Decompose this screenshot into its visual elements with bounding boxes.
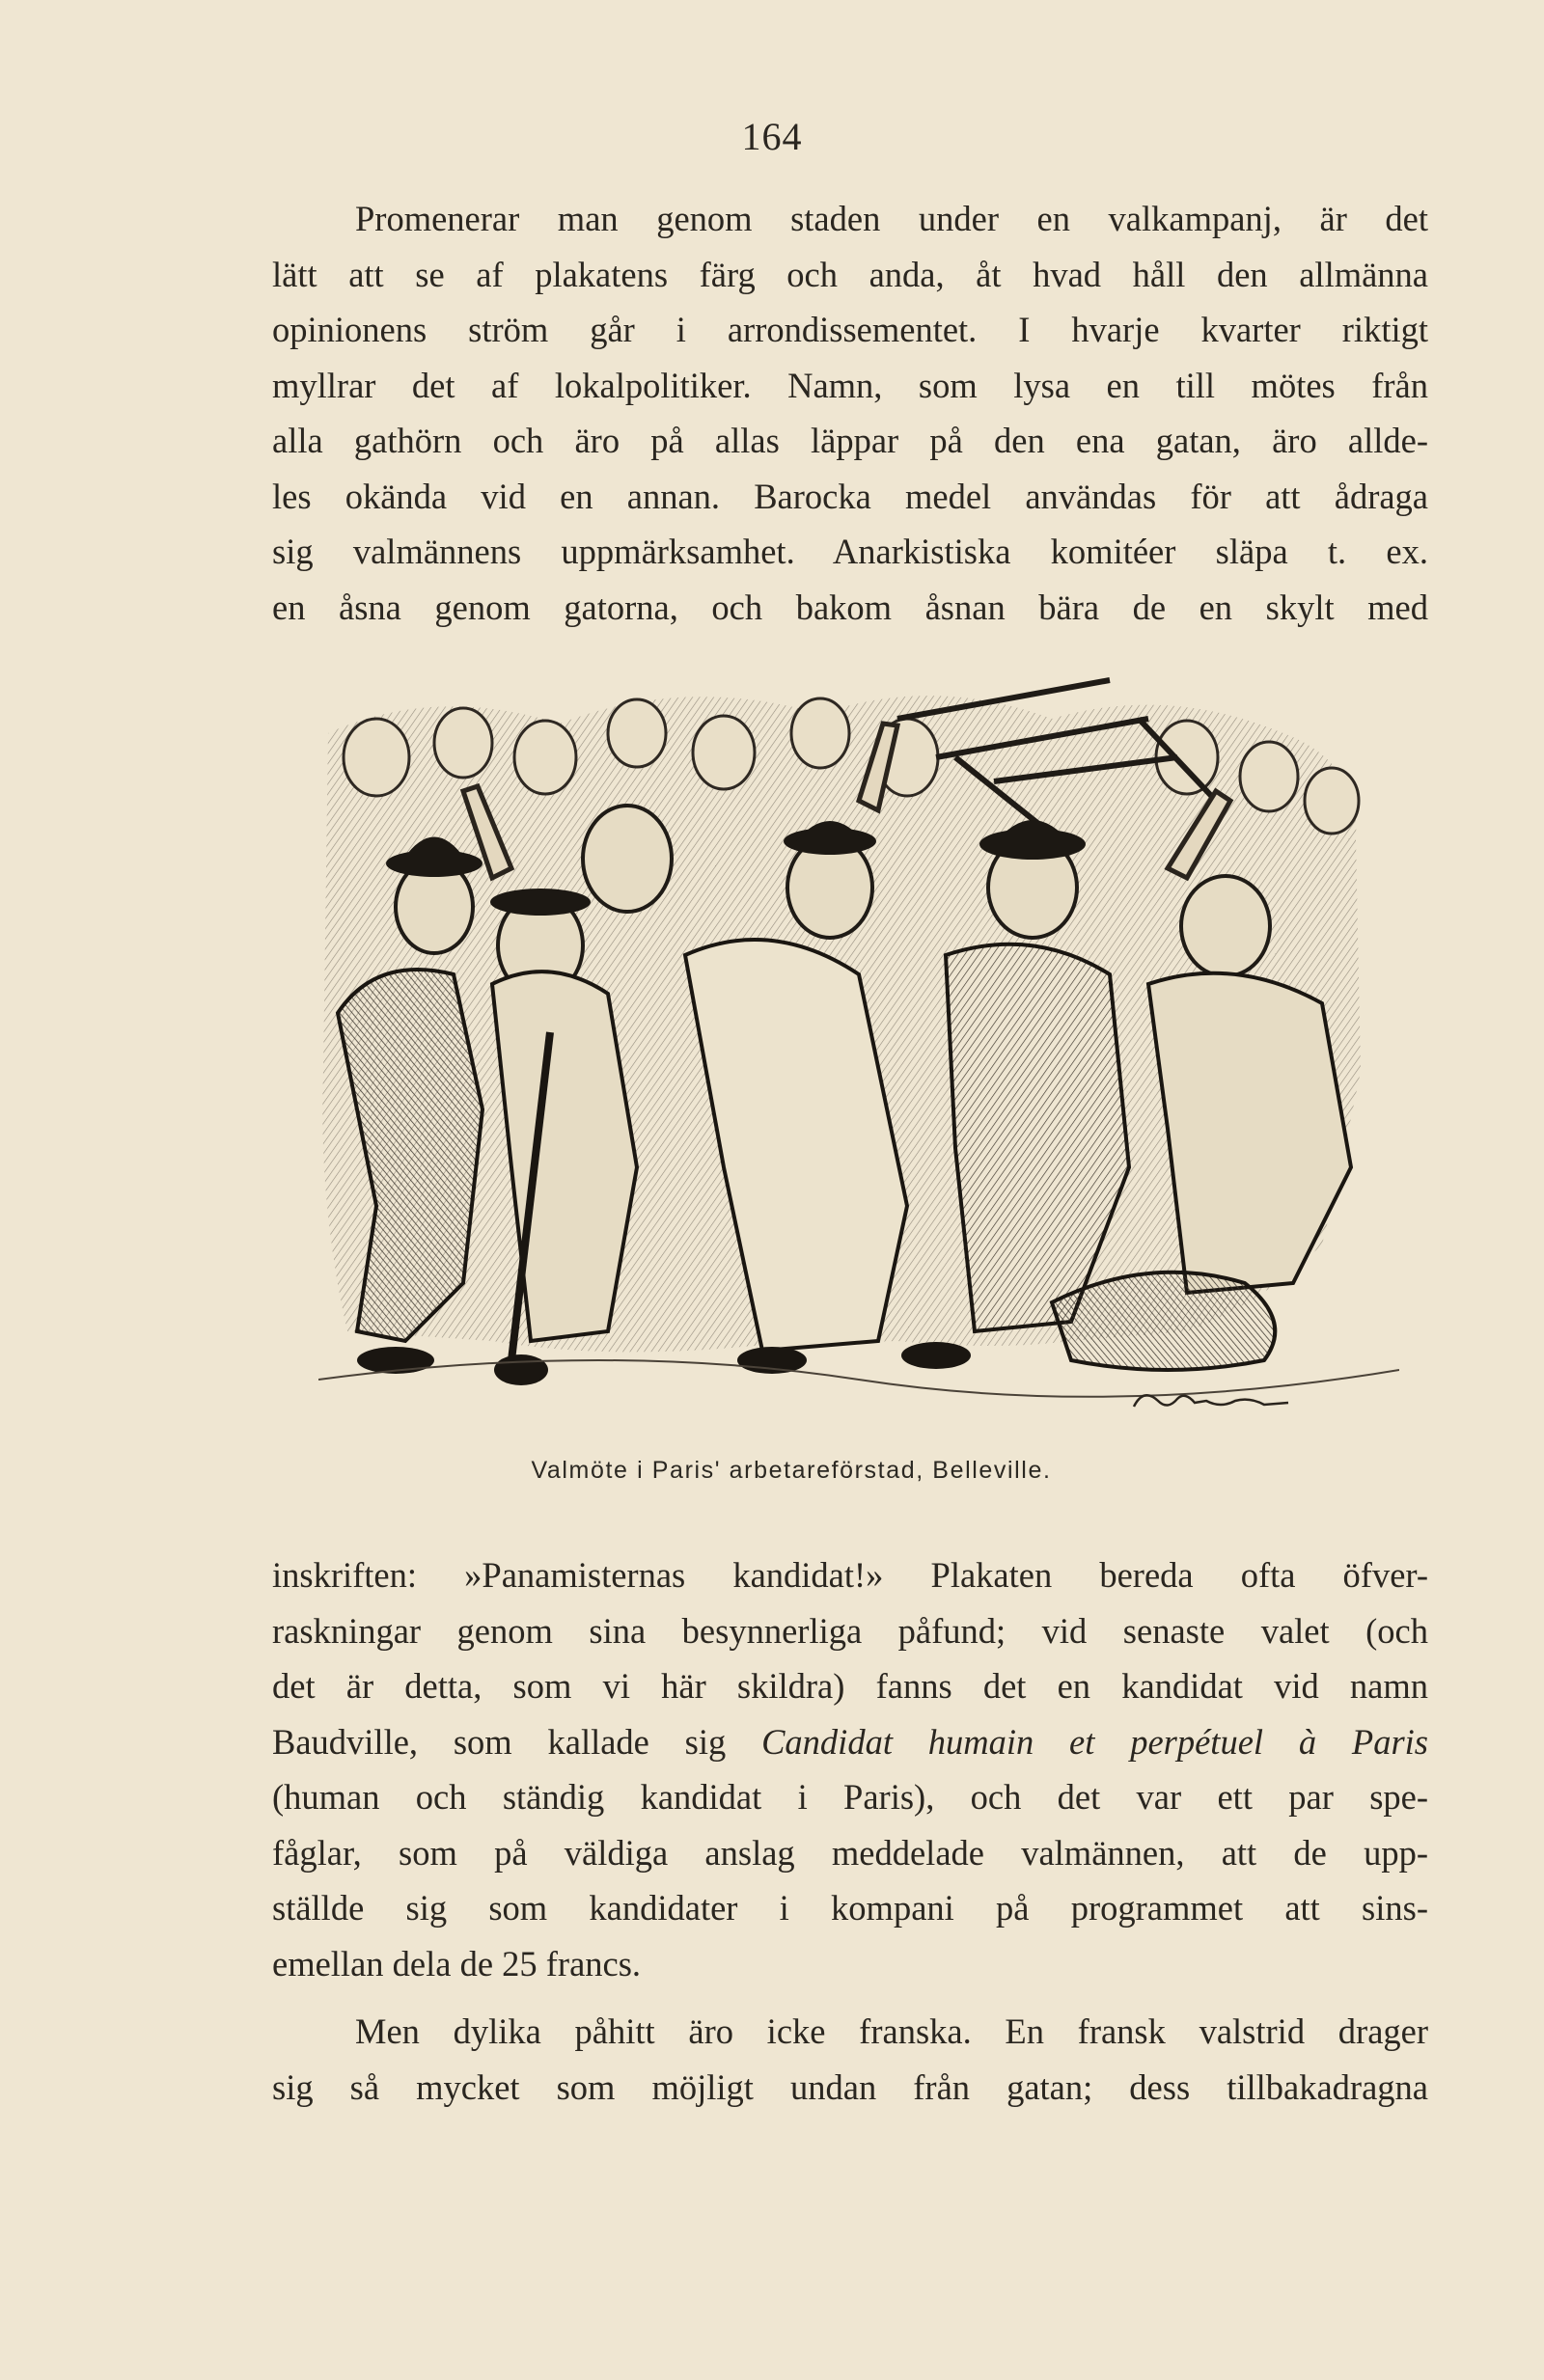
text-line: emellan dela de 25 francs.: [272, 1943, 642, 1983]
text-line: lätt att se af plakatens färg och anda, åt hvad håll den allmänna: [272, 254, 1428, 294]
text-fragment: Baudville, som kallade sig: [272, 1721, 762, 1762]
text-line: (human och ständig kandidat i Paris), och det var ett par spe-: [272, 1777, 1428, 1817]
text-line: raskningar genom sina besynnerliga påfund; vid senaste valet (och: [272, 1610, 1428, 1651]
page-number: 164: [741, 115, 803, 158]
text-line: myllrar det af lokalpolitiker. Namn, som lysa en till mötes från: [272, 365, 1428, 405]
text-line: les okända vid en annan. Barocka medel användas för att ådraga: [272, 476, 1428, 516]
text-line: inskriften: »Panamisternas kandidat!» Plakaten bereda ofta öfver-: [272, 1555, 1428, 1595]
text-line: opinionens ström går i arrondissementet. I hvarje kvarter riktigt: [272, 310, 1428, 349]
text-line: en åsna genom gatorna, och bakom åsnan bära de en skylt med: [272, 587, 1428, 627]
crowd-illustration: [318, 666, 1399, 1428]
text-line: sig så mycket som möjligt undan från gatan; dess tillbakadragna: [272, 2066, 1428, 2107]
artist-signature: [1129, 1380, 1293, 1418]
italic-phrase: Candidat humain et perpétuel à Paris: [761, 1721, 1428, 1762]
text-line: Men dylika påhitt äro icke franska. En fransk valstrid drager: [355, 2011, 1428, 2051]
paragraph-1: [272, 191, 1428, 635]
paragraph-3: [272, 2004, 1428, 2115]
paragraph-2: [272, 1547, 1428, 1991]
text-line: alla gathörn och äro på allas läppar på den ena gatan, äro allde-: [272, 421, 1428, 460]
text-line: [272, 1714, 1428, 1770]
text-line: sig valmännens uppmärksamhet. Anarkistiska komitéer släpa t. ex.: [272, 532, 1428, 571]
figure-caption: Valmöte i Paris' arbetareförstad, Belleville.: [531, 1457, 1052, 1484]
text-line: ställde sig som kandidater i kompani på programmet att sins-: [272, 1888, 1428, 1928]
text-line: det är detta, som vi här skildra) fanns det en kandidat vid namn: [272, 1666, 1428, 1706]
text-line: fåglar, som på väldiga anslag meddelade valmännen, att de upp-: [272, 1832, 1428, 1873]
text-line: Promenerar man genom staden under en valkampanj, är det: [355, 199, 1428, 238]
